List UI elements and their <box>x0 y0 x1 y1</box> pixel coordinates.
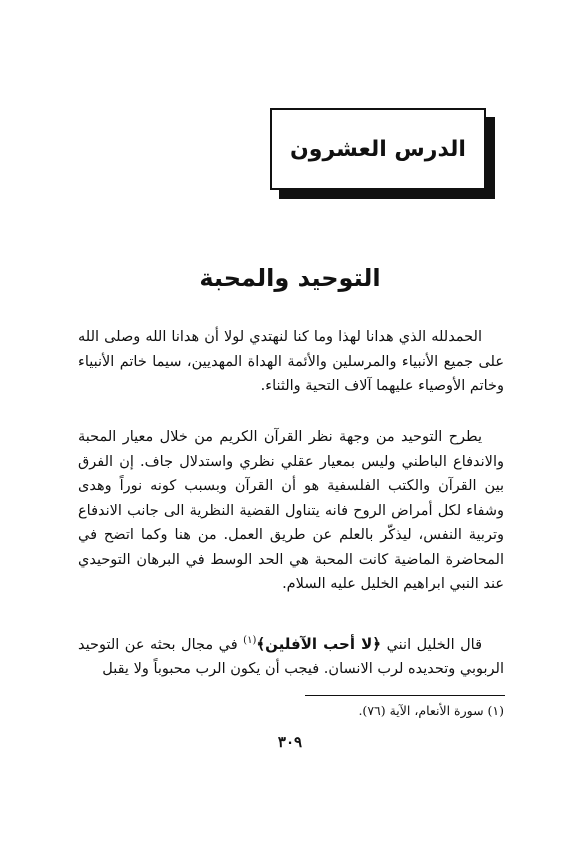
lesson-banner <box>270 108 486 190</box>
section-title: التوحيد والمحبة <box>199 264 381 292</box>
paragraph-intro: الحمدلله الذي هدانا لهذا وما كنا لنهتدي لولا أن هدانا الله وصلى الله على جميع الأنبياء والمرسلين والأئمة الهداة المهديين، سيما خاتم الأنبياء وخاتم الأوصياء عليهما آلاف التحية والثناء. <box>78 329 504 394</box>
footnote-divider <box>305 695 505 696</box>
footnote: (١) سورة الأنعام، الآية (٧٦). <box>358 703 504 718</box>
footnote-reference[interactable]: (١) <box>243 635 257 646</box>
quran-quote: ﴿لا أحب الآفلين﴾ <box>256 634 382 653</box>
paragraph-khalil-lead: قال الخليل انني <box>381 636 482 653</box>
paragraph-khalil <box>78 629 504 682</box>
paragraph-khalil-rest: في مجال بحثه عن التوحيد الربوبي وتحديده لرب الانسان. فيجب أن يكون الرب محبوباً ولا يقبل <box>78 636 504 678</box>
page-number: ٣٠٩ <box>277 733 303 751</box>
paragraph-tawhid: يطرح التوحيد من وجهة نظر القرآن الكريم من خلال معيار المحبة والاندفاع الباطني وليس بمعيار عقلي نظري واستدلال جاف. إن الفرق بين القرآن والكتب الفلسفية هو أن القرآن وبسبب كونه نوراً وهدى وشفاء لكل أمراض الروح فانه يتناول القضية النظرية الى جانب الاندفاع وتربية النفس، ليذكّر بالعلم عن طريق العمل. من هنا وكما اتضح في المحاضرة الماضية كانت المحبة هي الحد الوسط في البرهان التوحيدي عند النبي ابراهيم الخليل عليه السلام. <box>78 429 504 592</box>
lesson-title: الدرس العشرون <box>290 136 466 162</box>
